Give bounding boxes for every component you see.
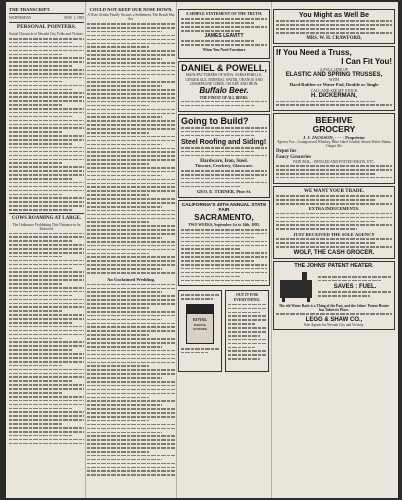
hardware-headline: Hardware, Iron, Steel. bbox=[200, 158, 248, 164]
royal-label: ROYAL bbox=[192, 316, 208, 322]
truss-line-2: ELASTIC AND SPRING TRUSSES, bbox=[285, 71, 383, 78]
truss-line-3: WITH bbox=[329, 78, 339, 83]
johns-firm-sub: Sole Agents for Nevada City and Vicinity. bbox=[303, 323, 365, 328]
fair-dates: TWO WEEKS, September 1st to 14th, 1895. bbox=[188, 222, 260, 227]
newspaper-page bbox=[6, 2, 398, 498]
royal-ad bbox=[178, 290, 222, 372]
crawford-ad bbox=[273, 9, 395, 44]
roofing-ad bbox=[178, 114, 270, 198]
brand-name: Buffalo Beer. bbox=[199, 86, 249, 96]
beehive-agency: Agency For—Cottagewood Whiskey, Blue Label Cordial, Shasta Water, Shasta Ginger Ale bbox=[276, 140, 392, 149]
bottom-ads bbox=[178, 288, 270, 374]
subhead-personal: Social Chronicle of Nevada City Folks and Visitors. bbox=[9, 31, 84, 36]
article-body bbox=[87, 284, 175, 476]
column-4 bbox=[273, 7, 395, 494]
headline-wedding: An Unclaimed Wedding. bbox=[106, 276, 156, 282]
wolf-grocer-ad bbox=[273, 186, 395, 259]
build-headline: Going to Build? bbox=[181, 115, 249, 126]
daniel-powell-ad bbox=[178, 61, 270, 112]
beehive-title-2: GROCERY bbox=[312, 124, 356, 135]
truss-headline-1: If You Need a Truss, bbox=[276, 48, 352, 58]
headline-nose: COULD NOT KEEP OUR NOSE DOWN. bbox=[89, 7, 173, 12]
furniture-ad-name: JAMES LEAVITT bbox=[204, 32, 244, 39]
edition: WEDNESDAY bbox=[9, 16, 32, 20]
beehive-fancy-sub: PATE PAIL, - DEVILED AND POTTED MEATS, ETC. bbox=[293, 160, 375, 165]
truss-line-1: A FULL LINE OF bbox=[319, 67, 349, 72]
johns-firm: LEGG & SHAW CO., bbox=[305, 316, 363, 323]
merchant-name: GEO. E. TURNER, Pine St. bbox=[196, 189, 252, 195]
fair-headline: CALIFORNIA'S 40TH ANNUAL STATE FAIR bbox=[181, 202, 267, 213]
everything-headline: OUT IT FOR EVERYTHING. bbox=[233, 293, 261, 302]
fair-city: SACRAMENTO, bbox=[194, 212, 254, 222]
want-trade: WE WANT YOUR TRADE. bbox=[303, 188, 365, 194]
furniture-ad bbox=[178, 9, 270, 59]
column-divider bbox=[176, 2, 177, 498]
firm-products: MANUFACTURERS OF SODA, SARSAPARILLA, GINGER ALE, MINERAL WATER, ORANGE AND CHAMPAGNE CIDER, CELERY AND IRON. bbox=[185, 73, 263, 87]
crawford-name: MRS. W. H. CRAWFORD, bbox=[306, 35, 362, 41]
column-divider bbox=[271, 2, 272, 498]
johns-saves: SAVES : FUEL. bbox=[333, 283, 377, 290]
column-divider bbox=[85, 2, 86, 498]
wolf-name: WOLF, THE CASH GROCER. bbox=[293, 249, 375, 256]
heater-stove-icon bbox=[276, 272, 316, 302]
headline-cows: COWS ROAMING AT LARGE. bbox=[11, 216, 82, 222]
brand-tagline: THE FINEST OF ALL BEERS. bbox=[199, 95, 249, 100]
date: MAY 1, 1895 bbox=[64, 16, 84, 20]
furniture-ad-bottom: When You Need Furniture bbox=[202, 47, 246, 52]
beehive-fancy: Fancy Groceries bbox=[276, 154, 312, 160]
beehive-title: BEEHIVE bbox=[315, 115, 353, 126]
column-3 bbox=[178, 7, 270, 494]
johns-heater-ad bbox=[273, 261, 395, 330]
article-body bbox=[9, 233, 84, 445]
johns-footer: The old Water Back is a Thing of the Past, and the Johns' Patent Heater has Taken its Place. bbox=[278, 303, 390, 312]
state-fair-ad bbox=[178, 200, 270, 287]
truss-line-4: Hard Rubber or Water Pad, Double or Single bbox=[289, 82, 379, 88]
truss-ad bbox=[273, 46, 395, 111]
headline-personal: PERSONAL POINTERS. bbox=[16, 24, 77, 30]
furniture-ad-top: A SIMPLE STATEMENT OF THE TRUTH. bbox=[185, 11, 263, 16]
article-body bbox=[87, 23, 175, 274]
truss-headline-2: I Can Fit You! bbox=[341, 56, 392, 66]
extra-inducements: EXTRA INDUCEMENTS. bbox=[308, 205, 360, 211]
truss-merchant: H. DICKERMAN, bbox=[311, 93, 357, 100]
masthead: THE TRANSCRIPT. bbox=[9, 7, 51, 12]
royal-sublabel: BAKING POWDER bbox=[193, 322, 207, 331]
column-1 bbox=[9, 7, 84, 494]
subhead-nose: A Wise Geisha Finally Secures a Settlement. The Result Has Set. bbox=[87, 13, 175, 22]
beehive-owner: J. J. JACKSON, - - - - Proprietor bbox=[302, 135, 366, 141]
firm-name: DANIEL & POWELL, bbox=[181, 63, 267, 73]
beehive-depot: Depot for bbox=[276, 149, 297, 155]
masthead-line bbox=[9, 7, 84, 14]
hardware-subhead: Tinware, Crockery, Glassware. bbox=[194, 163, 254, 169]
everything-ad bbox=[225, 290, 269, 372]
truss-line-5: CALL AND SEE MY STOCK bbox=[310, 89, 358, 94]
dateline bbox=[9, 16, 84, 20]
column-2 bbox=[87, 7, 175, 494]
article-body bbox=[9, 38, 84, 211]
crawford-headline: You Might as Well Be bbox=[298, 12, 370, 19]
subhead-cows: The Ordinance Prohibiting This Nuisance to be Enforced. bbox=[12, 222, 81, 231]
baking-powder-can-icon bbox=[186, 304, 214, 344]
sole-agency: JUST RECEIVED THE SOLE AGENCY bbox=[293, 232, 375, 238]
beehive-ad bbox=[273, 113, 395, 183]
roofing-headline: Steel Roofing and Siding! bbox=[181, 138, 267, 146]
johns-headline: THE JOHNS' PATENT HEATER. bbox=[294, 263, 374, 270]
